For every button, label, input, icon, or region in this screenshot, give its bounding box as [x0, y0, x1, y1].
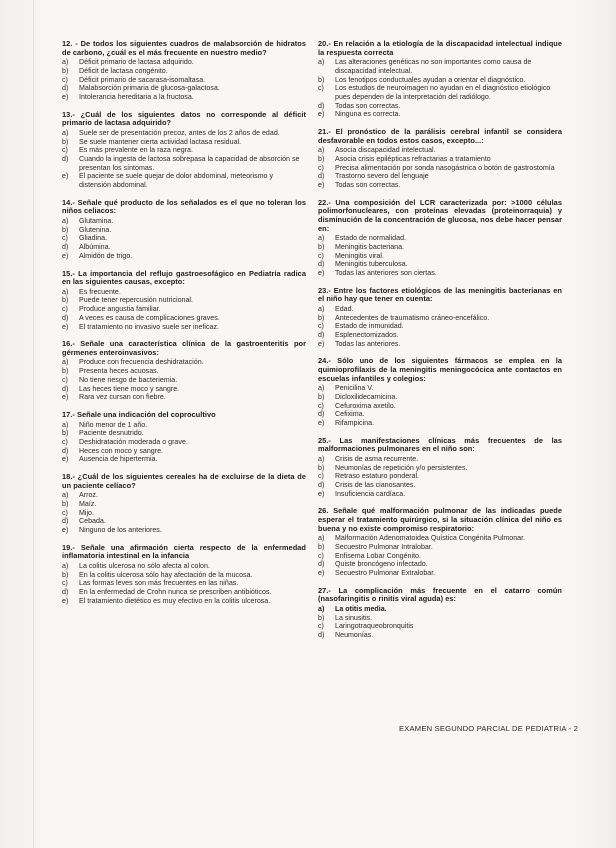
answer-option: [318, 410, 562, 419]
answer-option: [318, 402, 562, 411]
answer-option: [318, 234, 562, 243]
answer-option: [62, 84, 306, 93]
answer-option: [318, 534, 562, 543]
answer-option: [62, 288, 306, 297]
option-text: Suele ser de presentación precoz, antes de los 2 años de edad.: [79, 128, 280, 137]
option-letter: b): [318, 75, 325, 84]
answer-option: [318, 419, 562, 428]
question-block: [318, 40, 562, 119]
option-text: Déficit primario de sacarasa-isomaltasa.: [79, 75, 206, 84]
option-letter: b): [318, 542, 325, 551]
option-text: Presenta heces acuosas.: [79, 367, 159, 376]
option-text: Neumonías de repetición y/o persistentes.: [335, 463, 468, 472]
answer-option: [62, 58, 306, 67]
answer-option: [62, 429, 306, 438]
option-letter: a): [318, 58, 325, 67]
answer-option: [62, 129, 306, 138]
option-text: Produce angustia familiar.: [79, 305, 161, 314]
option-text: Se suele mantener cierta actividad lactasa residual.: [79, 137, 242, 146]
question-block: [318, 199, 562, 278]
option-letter: c): [62, 75, 68, 84]
answer-option: [62, 76, 306, 85]
option-text: La otitis media.: [335, 604, 387, 613]
answer-option: [62, 296, 306, 305]
answer-option: [318, 322, 562, 331]
option-letter: b): [62, 225, 69, 234]
option-list: [318, 455, 562, 499]
option-letter: e): [62, 455, 69, 464]
question-block: [318, 507, 562, 577]
answer-option: [62, 305, 306, 314]
option-text: Estado de normalidad.: [335, 234, 406, 243]
answer-option: [318, 164, 562, 173]
option-letter: e): [62, 393, 69, 402]
option-text: Ninguna es correcta.: [335, 110, 401, 119]
option-letter: e): [62, 172, 69, 181]
option-letter: e): [318, 489, 325, 498]
question-stem: 16.- Señale una característica clínica de la gastroenteritis por gérmenes enteroinvasivos:: [62, 339, 306, 357]
question-block: [62, 199, 306, 261]
option-letter: b): [62, 367, 69, 376]
option-text: En la enfermedad de Crohn nunca se prescriben antibióticos.: [79, 588, 272, 597]
option-text: Asocia discapacidad intelectual.: [335, 146, 436, 155]
option-letter: d): [62, 517, 69, 526]
option-letter: b): [318, 242, 325, 251]
option-text: Ausencia de hipertermia.: [79, 455, 158, 464]
option-text: Ninguno de los anteriores.: [79, 526, 162, 535]
option-letter: e): [318, 339, 325, 348]
option-text: Secuestro Pulmonar Intralobar.: [335, 542, 433, 551]
option-text: Arroz.: [79, 491, 98, 500]
option-letter: a): [62, 491, 69, 500]
option-text: Estado de inmunidad.: [335, 322, 404, 331]
question-stem: 25.- Las manifestaciones clínicas más frecuentes de las malformaciones pulmonares en el niño son:: [318, 435, 562, 454]
option-letter: c): [62, 234, 68, 243]
question-stem: 26. Señale qué malformación pulmonar de las indicadas puede esperar el tratamiento quirúrgico, si la situación clínica del niño es buena y no existe compromiso respiratorio:: [318, 506, 562, 533]
question-stem: 19.- Señale una afirmación cierta respecto de la enfermedad inflamatoria intestinal en la infancia: [62, 542, 306, 561]
option-text: Gliadina.: [79, 234, 107, 243]
option-text: Las alteraciones genéticas no son importantes como causa de discapacidad intelectual.: [335, 58, 532, 75]
answer-option: [318, 490, 562, 499]
answer-option: [318, 305, 562, 314]
question-stem: 17.- Señale una indicación del coprocultivo: [62, 409, 216, 419]
option-text: Esplenectomizados.: [335, 331, 399, 339]
answer-option: [318, 472, 562, 481]
option-letter: a): [318, 454, 325, 463]
option-letter: d): [318, 481, 325, 489]
answer-option: [318, 172, 562, 181]
option-letter: b): [62, 570, 69, 579]
option-text: Es frecuente.: [79, 287, 121, 296]
option-letter: a): [318, 304, 325, 313]
option-letter: a): [318, 384, 325, 393]
answer-option: [62, 226, 306, 235]
option-letter: d): [318, 260, 325, 269]
option-text: El paciente se suele quejar de dolor abdominal, meteorismo y distensión abdominal.: [79, 172, 274, 190]
option-letter: e): [318, 181, 325, 190]
option-list: [62, 562, 306, 606]
option-letter: a): [318, 234, 325, 243]
answer-option: [318, 155, 562, 164]
answer-option: [318, 340, 562, 349]
answer-option: [318, 614, 562, 623]
option-letter: a): [62, 287, 69, 296]
answer-option: [62, 67, 306, 76]
page-footer: EXAMEN SEGUNDO PARCIAL DE PEDIATRIA - 2: [399, 724, 578, 733]
answer-option: [318, 76, 562, 85]
option-letter: c): [318, 401, 324, 410]
option-text: Glutenina.: [79, 225, 112, 234]
option-text: Deshidratación moderada o grave.: [79, 437, 188, 446]
option-letter: c): [318, 551, 324, 560]
option-letter: d): [62, 313, 69, 322]
option-letter: d): [318, 410, 325, 419]
option-letter: d): [62, 384, 69, 393]
option-letter: e): [62, 251, 69, 260]
answer-option: [62, 155, 306, 172]
option-text: Meningitis viral.: [335, 251, 384, 260]
answer-option: [62, 367, 306, 376]
answer-option: [62, 455, 306, 464]
option-letter: c): [62, 305, 68, 314]
answer-option: [318, 314, 562, 323]
question-stem: 23.- Entre los factores etiológicos de las meningitis bacterianas en el niño hay que tener en cuenta:: [318, 285, 562, 304]
option-letter: a): [318, 146, 325, 155]
answer-option: [62, 314, 306, 323]
page-shadow-line: [33, 0, 34, 848]
question-block: [62, 411, 306, 464]
option-text: Albúmina.: [79, 243, 111, 252]
option-letter: c): [62, 146, 68, 155]
option-list: [62, 491, 306, 535]
answer-option: [62, 597, 306, 606]
answer-option: [62, 376, 306, 385]
option-text: El tratamiento dietético es muy efectivo en la colitis ulcerosa.: [79, 596, 271, 605]
question-stem: 20.- En relación a la etiología de la discapacidad intelectual indique la respuesta correcta: [318, 39, 562, 57]
option-letter: b): [62, 137, 69, 146]
option-text: Produce con frecuencia deshidratación.: [79, 358, 204, 367]
question-stem: 24.- Sólo uno de los siguientes fármacos se emplea en la quimioprofilaxis de la meningitis meningocócica ante contactos en escuelas infantiles y colegios:: [318, 356, 562, 383]
option-letter: c): [318, 163, 324, 172]
right-column: [318, 40, 562, 649]
option-text: A veces es causa de complicaciones graves.: [79, 313, 220, 322]
option-list: [62, 421, 306, 465]
option-letter: e): [318, 269, 325, 277]
option-text: Edad.: [335, 304, 354, 313]
answer-option: [318, 84, 562, 101]
option-list: [318, 234, 562, 278]
option-letter: e): [318, 419, 325, 427]
option-text: Cefixima.: [335, 410, 365, 419]
option-letter: d): [318, 172, 325, 181]
option-text: Las formas leves son más frecuentes en las niñas.: [79, 579, 239, 588]
option-letter: d): [62, 588, 69, 597]
option-text: El tratamiento no invasivo suele ser ineficaz.: [79, 322, 219, 331]
answer-option: [62, 234, 306, 243]
option-letter: e): [62, 596, 69, 605]
answer-option: [318, 605, 562, 614]
option-text: Antecedentes de traumatismo cráneo-encefálico.: [335, 313, 490, 322]
option-letter: a): [62, 358, 69, 367]
question-stem: 22.- Una composición del LCR caracterizada por: >1000 células polimorfonucleares, con proteínas elevadas (proteinorraquia) y disminución de la concentración de glucosa, nos debe hacer pensar en:: [318, 197, 562, 233]
option-text: Heces con moco y sangre.: [79, 446, 163, 455]
option-letter: c): [62, 375, 68, 384]
option-text: Precisa alimentación por sonda nasogástrica o botón de gastrostomía: [335, 163, 555, 172]
option-text: Malformación Adenomatoidea Quística Congénita Pulmonar.: [335, 534, 526, 543]
option-text: Quiste broncógeno infectado.: [335, 560, 428, 569]
option-letter: a): [62, 217, 69, 225]
answer-option: [62, 358, 306, 367]
answer-option: [62, 138, 306, 147]
option-text: Enfisema Lobar Congénito.: [335, 551, 421, 560]
answer-option: [62, 500, 306, 509]
answer-option: [318, 481, 562, 490]
option-letter: d): [318, 331, 325, 339]
question-stem: 12. - De todos los siguientes cuadros de malabsorción de hidratos de carbono, ¿cuál es el más frecuente en nuestro medio?: [62, 39, 306, 57]
option-letter: b): [62, 499, 69, 508]
option-letter: d): [318, 560, 325, 569]
option-text: Intolerancia hereditaria a la fructosa.: [79, 93, 194, 101]
option-letter: d): [62, 84, 69, 93]
option-letter: e): [62, 526, 69, 535]
answer-option: [318, 622, 562, 631]
answer-option: [62, 562, 306, 571]
option-list: [318, 384, 562, 428]
answer-option: [318, 464, 562, 473]
option-text: Cuando la ingesta de lactosa sobrepasa la capacidad de absorción se presentan los síntomas.: [79, 155, 300, 172]
option-list: [318, 534, 562, 578]
option-list: [62, 358, 306, 402]
answer-option: [318, 102, 562, 111]
option-text: Es más prevalente en la raza negra.: [79, 146, 193, 155]
option-text: Neumonías.: [335, 631, 374, 639]
answer-option: [62, 172, 306, 189]
question-block: [318, 357, 562, 427]
option-list: [62, 217, 306, 261]
option-text: Todas las anteriores son ciertas.: [335, 269, 437, 277]
option-letter: c): [62, 579, 68, 588]
answer-option: [62, 509, 306, 518]
question-stem: 21.- El pronóstico de la parálisis cerebral infantil se considera desfavorable en todos estos casos, excepto...:: [318, 127, 562, 145]
option-letter: b): [318, 313, 325, 322]
question-block: [318, 437, 562, 499]
option-text: Todas son correctas.: [335, 101, 401, 110]
option-text: Los estudios de neuroimagen no ayudan en el diagnóstico etiológico pues dependen de la interpretación del radiólogo.: [335, 84, 551, 101]
question-block: [318, 128, 562, 190]
option-letter: b): [62, 66, 69, 75]
option-letter: e): [62, 93, 69, 101]
question-stem: 14.- Señale qué producto de los señalados es el que no toleran los niños celiacos:: [62, 197, 306, 216]
option-text: Todas las anteriores.: [335, 339, 401, 348]
option-text: Rara vez cursan con fiebre.: [79, 393, 166, 402]
option-letter: e): [318, 110, 325, 119]
option-letter: b): [62, 429, 69, 438]
answer-option: [62, 385, 306, 394]
option-list: [318, 605, 562, 640]
answer-option: [318, 569, 562, 578]
option-letter: c): [318, 251, 324, 260]
option-letter: b): [318, 613, 325, 622]
option-letter: d): [62, 155, 69, 163]
option-letter: c): [62, 508, 68, 517]
question-stem: 15.- La importancia del reflujo gastroesofágico en Pediatría radica en las siguientes causas, excepto:: [62, 268, 306, 287]
option-letter: c): [318, 322, 324, 331]
option-list: [318, 305, 562, 349]
answer-option: [318, 260, 562, 269]
question-block: [62, 340, 306, 402]
answer-option: [62, 217, 306, 226]
question-stem: 13.- ¿Cuál de los siguientes datos no corresponde al déficit primario de lactasa adquirido?: [62, 109, 306, 128]
answer-option: [62, 579, 306, 588]
answer-option: [318, 243, 562, 252]
answer-option: [62, 526, 306, 535]
answer-option: [62, 146, 306, 155]
answer-option: [318, 455, 562, 464]
option-text: Déficit primario de lactasa adquirido.: [79, 58, 194, 67]
answer-option: [62, 243, 306, 252]
option-text: Cebada.: [79, 517, 106, 526]
option-letter: d): [318, 631, 325, 639]
question-block: [318, 287, 562, 349]
answer-option: [318, 552, 562, 561]
answer-option: [318, 252, 562, 261]
option-letter: c): [318, 472, 324, 481]
option-letter: c): [318, 84, 324, 93]
option-text: Dicloxilidecarnicina.: [335, 392, 398, 401]
option-text: En la colitis ulcerosa sólo hay afectación de la mucosa.: [79, 570, 253, 579]
option-letter: a): [318, 604, 325, 613]
option-text: Asocia crisis epilépticas refractarias a tratamiento: [335, 155, 491, 163]
option-text: Secuestro Pulmonar Extralobar.: [335, 569, 436, 577]
option-text: Puede tener repercusión nutricional.: [79, 296, 193, 305]
option-text: La colitis ulcerosa no sólo afecta al colon.: [79, 561, 210, 570]
answer-option: [62, 393, 306, 402]
answer-option: [318, 384, 562, 393]
option-text: Niño menor de 1 año.: [79, 420, 148, 429]
answer-option: [62, 252, 306, 261]
option-list: [62, 58, 306, 102]
option-text: Los fenotipos conductuales ayudan a orientar el diagnóstico.: [335, 75, 526, 84]
question-block: [62, 111, 306, 190]
option-letter: b): [62, 296, 69, 305]
option-letter: a): [318, 534, 325, 543]
option-text: La sinusitis.: [335, 613, 373, 622]
option-text: Crisis de las cianosantes.: [335, 481, 416, 489]
answer-option: [62, 571, 306, 580]
option-text: Maíz.: [79, 499, 97, 508]
question-block: [62, 473, 306, 535]
option-letter: a): [62, 561, 69, 570]
option-text: Malabsorción primaria de glucosa-galactosa.: [79, 84, 220, 93]
answer-option: [62, 438, 306, 447]
option-text: Crisis de asma recurrente.: [335, 454, 419, 463]
option-text: Penicilina V.: [335, 384, 374, 393]
option-text: Rifampicina.: [335, 419, 375, 427]
answer-option: [62, 421, 306, 430]
option-letter: a): [62, 128, 69, 137]
option-text: Meningitis bacteriana.: [335, 242, 405, 251]
question-block: [62, 270, 306, 332]
option-text: Insuficiencia cardíaca.: [335, 489, 406, 498]
question-stem: 18.- ¿Cuál de los siguientes cereales ha de excluirse de la dieta de un paciente celíaco?: [62, 472, 306, 490]
question-block: [62, 40, 306, 102]
answer-option: [318, 331, 562, 340]
option-text: No tiene riesgo de bacteriemia.: [79, 375, 178, 384]
option-letter: d): [62, 243, 69, 252]
left-column: [62, 40, 306, 614]
answer-option: [318, 181, 562, 190]
question-stem: 27.- La complicación más frecuente en el catarro común (nasofaringitis o rinitis viral aguda) es:: [318, 585, 562, 604]
answer-option: [318, 543, 562, 552]
option-text: Almidón de trigo.: [79, 251, 133, 260]
option-letter: d): [318, 101, 325, 110]
option-letter: b): [318, 392, 325, 401]
option-text: Las heces tiene moco y sangre.: [79, 384, 180, 393]
option-text: Meningitis tuberculosa.: [335, 260, 408, 269]
option-letter: e): [62, 322, 69, 331]
option-text: Glutamina.: [79, 217, 114, 225]
option-letter: b): [318, 463, 325, 472]
question-block: [62, 544, 306, 606]
option-letter: a): [62, 420, 69, 429]
option-letter: d): [62, 446, 69, 455]
option-list: [318, 146, 562, 190]
option-letter: c): [318, 622, 324, 631]
answer-option: [318, 110, 562, 119]
answer-option: [318, 58, 562, 75]
answer-option: [62, 447, 306, 456]
answer-option: [62, 517, 306, 526]
question-block: [318, 587, 562, 640]
option-list: [62, 288, 306, 332]
answer-option: [62, 93, 306, 102]
answer-option: [62, 588, 306, 597]
answer-option: [318, 393, 562, 402]
answer-option: [318, 146, 562, 155]
option-letter: c): [62, 437, 68, 446]
option-text: Déficit de lactasa congénito.: [79, 66, 168, 75]
option-text: Paciente desnutrido.: [79, 429, 144, 438]
option-text: Retraso estaturo ponderal.: [335, 472, 419, 481]
answer-option: [62, 491, 306, 500]
answer-option: [62, 323, 306, 332]
option-text: Todas son correctas.: [335, 181, 401, 190]
option-list: [62, 129, 306, 190]
answer-option: [318, 631, 562, 640]
option-text: Laringotraqueobronquitis: [335, 622, 414, 631]
option-text: Mijo.: [79, 508, 94, 517]
answer-option: [318, 269, 562, 278]
option-text: Trastorno severo del lenguaje: [335, 172, 429, 181]
answer-option: [318, 560, 562, 569]
option-letter: b): [318, 155, 325, 163]
option-list: [318, 58, 562, 119]
option-letter: a): [62, 58, 69, 67]
option-letter: e): [318, 569, 325, 577]
option-text: Cefuroxima axetilo.: [335, 401, 396, 410]
